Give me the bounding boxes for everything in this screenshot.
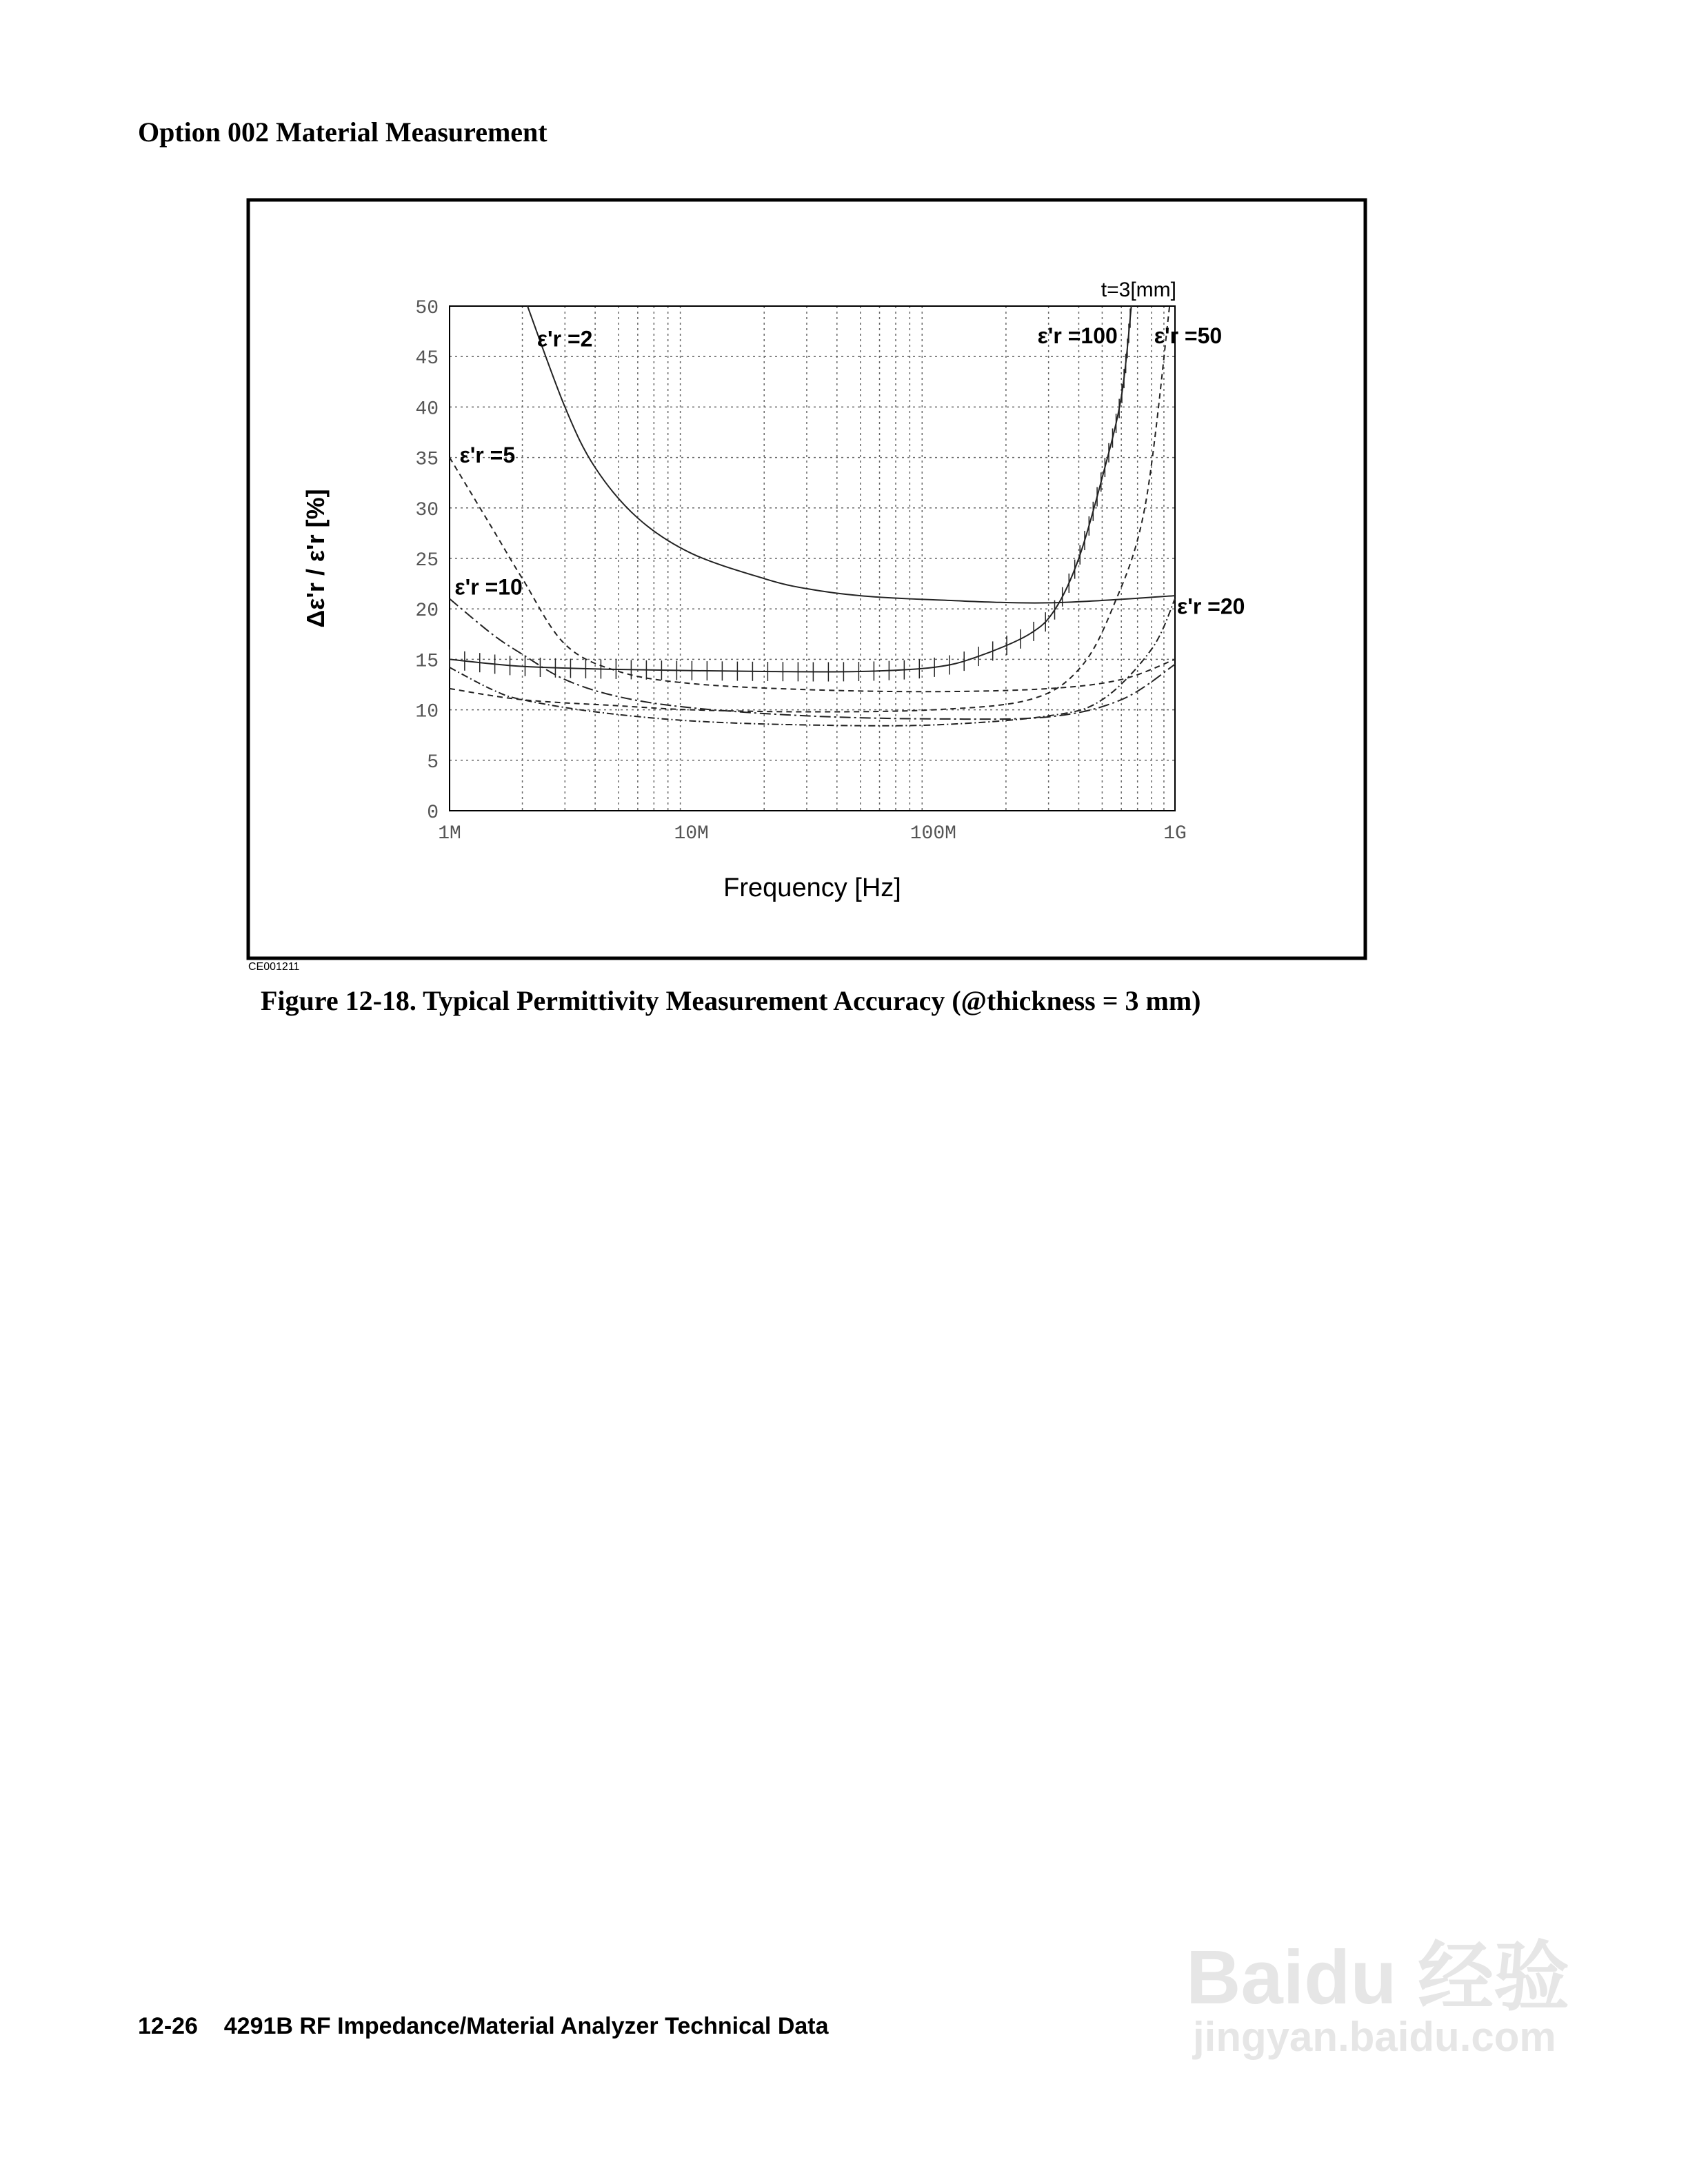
series-label: ε'r =2 — [536, 326, 593, 352]
x-tick-label: 1M — [438, 823, 461, 845]
series-line-10 — [450, 599, 1175, 720]
chart — [0, 0, 1688, 965]
x-tick-label: 10M — [674, 823, 709, 845]
figure-caption: Figure 12-18. Typical Permittivity Measurement Accuracy (@thickness = 3 mm) — [261, 985, 1201, 1016]
y-tick-label: 20 — [415, 600, 439, 623]
plot-area — [450, 306, 1175, 811]
y-tick-label: 5 — [427, 751, 439, 774]
watermark-url: jingyan.baidu.com — [1193, 2014, 1556, 2060]
y-tick-label: 0 — [427, 802, 439, 824]
y-tick-label: 15 — [415, 651, 439, 673]
series-label: ε'r =5 — [459, 442, 516, 467]
y-tick-label: 25 — [415, 550, 439, 572]
series-line-2 — [528, 306, 1175, 603]
y-axis-label-text: Δε'r / ε'r [%] — [301, 489, 330, 628]
series-label: ε'r =10 — [454, 574, 523, 600]
watermark-logo: Baidu 经验 — [1186, 1935, 1570, 2020]
y-tick-label: 50 — [415, 298, 439, 319]
chart-title: t=3[mm] — [1101, 279, 1176, 301]
y-tick-label: 35 — [415, 449, 439, 471]
y-axis-label — [301, 489, 330, 627]
series-line-50 — [450, 306, 1169, 712]
series-label: ε'r =20 — [1177, 594, 1245, 619]
figure-code: CE001211 — [248, 961, 300, 973]
x-tick-label: 100M — [910, 823, 956, 845]
series-label: ε'r =50 — [1154, 323, 1223, 349]
x-axis-label: Frequency [Hz] — [723, 873, 901, 902]
y-tick-label: 40 — [415, 398, 439, 421]
series-line-20 — [450, 599, 1175, 726]
series-line-100 — [450, 306, 1132, 672]
y-tick-label: 30 — [415, 499, 439, 521]
section-header: Option 002 Material Measurement — [138, 117, 547, 148]
series-label: ε'r =100 — [1037, 323, 1118, 349]
page-footer: 12-26 4291B RF Impedance/Material Analyzer Technical Data — [138, 2013, 829, 2039]
x-tick-label: 1G — [1163, 823, 1187, 845]
y-tick-label: 45 — [415, 348, 439, 370]
series-line-5 — [450, 458, 1175, 692]
y-tick-label: 10 — [415, 701, 439, 723]
